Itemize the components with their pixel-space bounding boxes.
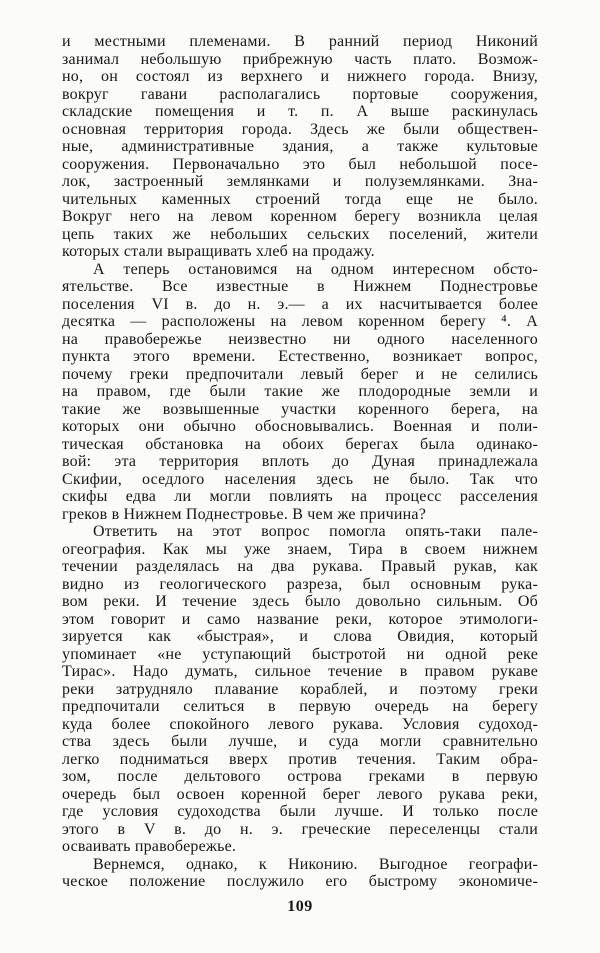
text-line: ческое положение послужило его быстрому экономиче- xyxy=(62,873,538,890)
text-line: огеография. Как мы уже знаем, Тира в своем нижнем xyxy=(62,540,538,558)
text-line: такие же возвышенные участки коренного берега, на xyxy=(62,400,538,418)
text-line: ятельстве. Все известные в Нижнем Поднестровье xyxy=(62,278,538,295)
text-line: этом говорит и само название реки, которое этимологи- xyxy=(62,610,538,628)
text-line: лок, застроенный землянками и полуземлянками. Зна- xyxy=(62,173,538,190)
text-line: и местными племенами. В ранний период Никоний xyxy=(62,33,538,50)
text-line: чительных каменных строений тогда еще не было. xyxy=(62,190,538,208)
page-text xyxy=(62,33,538,891)
text-line: Вокруг него на левом коренном берегу возникла целая xyxy=(62,208,538,225)
text-line: скифы едва ли могли повлиять на процесс расселения xyxy=(62,488,538,505)
text-line: основная территория города. Здесь же были обществен- xyxy=(62,120,538,138)
text-line: десятка — расположены на левом коренном берегу ⁴. А xyxy=(62,313,538,330)
text-line: поселения VI в. до н. э.— а их насчитывается более xyxy=(62,295,538,313)
text-line: складские помещения и т. п. А выше раскинулась xyxy=(62,103,538,120)
text-line: занимал небольшую прибрежную часть плато. Возмож- xyxy=(62,50,538,68)
text-line: упоминает «не уступающий быстротой ни одной реке xyxy=(62,645,538,663)
text-line: которых стали выращивать хлеб на продажу. xyxy=(62,243,375,260)
text-line: вой: эта территория вплоть до Дуная принадлежала xyxy=(62,453,538,470)
text-line: вокруг гавани располагались портовые сооружения, xyxy=(62,85,538,103)
text-line: предпочитали селиться в первую очередь на берегу xyxy=(62,698,538,715)
text-line: на правом, где были такие же плодородные земли и xyxy=(62,383,538,400)
text-line: Тирас». Надо думать, сильное течение в правом рукаве xyxy=(62,663,538,680)
text-line: ства здесь были лучше, и суда могли сравнительно xyxy=(62,733,538,750)
text-line: очередь был освоен коренной берег левого рукава реки, xyxy=(62,785,538,803)
text-line: осваивать правобережье. xyxy=(62,838,237,855)
text-line: этого в V в. до н. э. греческие переселенцы стали xyxy=(62,820,538,838)
text-line: видно из геологического разреза, был основным рука- xyxy=(62,575,538,593)
text-line: цепь таких же небольших сельских поселений, жители xyxy=(62,225,538,243)
text-line: но, он состоял из верхнего и нижнего города. Внизу, xyxy=(62,68,538,85)
text-line: А теперь остановимся на одном интересном обсто- xyxy=(93,260,538,278)
text-line: вом реки. И течение здесь было довольно сильным. Об xyxy=(62,593,538,610)
text-line: где условия судоходства были лучше. И только после xyxy=(62,803,538,820)
text-line: греков в Нижнем Поднестровье. В чем же причина? xyxy=(62,505,427,523)
text-line: зируется как «быстрая», и слова Овидия, который xyxy=(62,628,538,645)
text-line: сооружения. Первоначально это был небольшой посе- xyxy=(62,155,538,173)
text-line: которых они обычно обосновывались. Военная и поли- xyxy=(62,418,538,435)
page-number: 109 xyxy=(287,898,313,915)
text-line: легко подниматься вверх против течения. Таким обра- xyxy=(62,750,538,768)
text-line: ные, административные здания, а также культовые xyxy=(62,138,538,155)
text-line: Ответить на этот вопрос помогла опять-таки пале- xyxy=(93,523,538,540)
text-line: пункта этого времени. Естественно, возникает вопрос, xyxy=(62,348,538,365)
text-line: реки затрудняло плавание кораблей, и поэтому греки xyxy=(62,680,538,698)
text-line: тическая обстановка на обоих берегах была одинако- xyxy=(62,435,538,453)
text-line: Вернемся, однако, к Никонию. Выгодное географи- xyxy=(93,855,538,873)
text-line: на правобережье неизвестно ни одного населенного xyxy=(62,330,538,348)
text-line: течении разделялась на два рукава. Правый рукав, как xyxy=(62,558,538,575)
text-line: почему греки предпочитали левый берег и не селились xyxy=(62,365,538,383)
text-line: Скифии, оседлого населения здесь не было. Так что xyxy=(62,470,538,488)
text-line: зом, после дельтового острова греками в первую xyxy=(62,768,538,785)
text-line: куда более спокойного левого рукава. Условия судоход- xyxy=(62,715,538,733)
